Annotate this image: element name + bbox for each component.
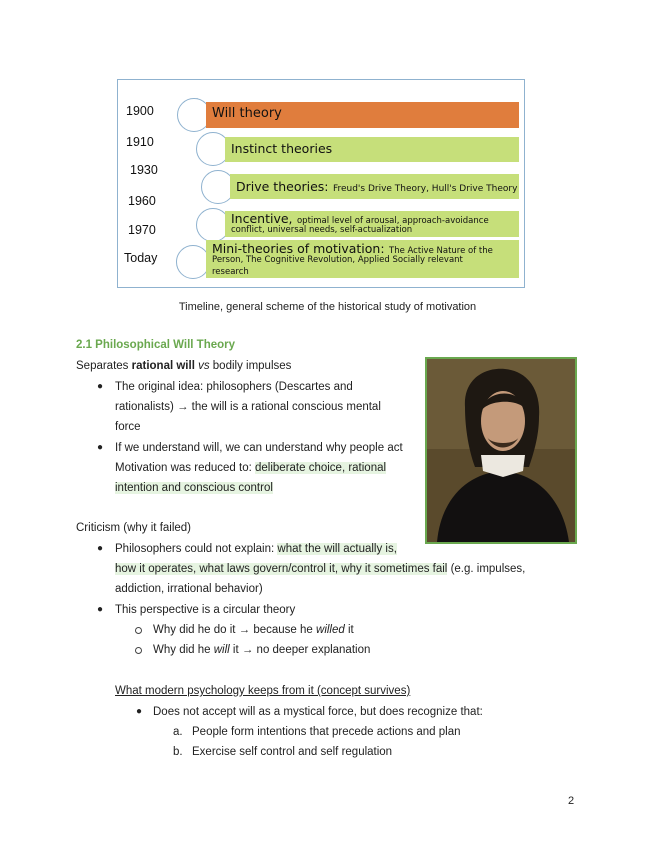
timeline-bar-subtitle: optimal level of arousal, approach-avoidance bbox=[296, 216, 489, 226]
bullet-dot: ● bbox=[97, 381, 104, 392]
sub-bullet-circle bbox=[135, 627, 142, 634]
intro-line bbox=[76, 356, 291, 376]
bullet-text: rationalists) → the will is a rational conscious mental bbox=[115, 401, 381, 413]
timeline-bar-will bbox=[206, 102, 519, 128]
highlighted-text: deliberate choice, rational bbox=[255, 462, 387, 474]
bullet-text: If we understand will, we can understand why people act bbox=[115, 442, 403, 454]
timeline-bar-subtitle: conflict, universal needs, self-actualization bbox=[231, 225, 413, 235]
bullet-text-part: Philosophers could not explain: bbox=[115, 543, 278, 555]
sub-bullet-part: it → no deeper explanation bbox=[229, 644, 371, 656]
sub-bullet-circle bbox=[135, 647, 142, 654]
list-marker: a. bbox=[173, 726, 183, 738]
timeline-figure bbox=[117, 79, 525, 288]
timeline-bar-mini-theories bbox=[206, 240, 519, 278]
bullet-dot: ● bbox=[97, 543, 104, 554]
intro-text: Separates bbox=[76, 360, 132, 372]
timeline-bar-drive bbox=[230, 174, 519, 199]
timeline-bar-title: Drive theories: bbox=[236, 179, 329, 194]
sub-bullet-part: Why did he bbox=[153, 644, 214, 656]
bullet-text: This perspective is a circular theory bbox=[115, 604, 296, 616]
timeline-year: 1930 bbox=[130, 163, 158, 177]
bullet-text bbox=[115, 478, 273, 498]
list-item-text: People form intentions that precede actions and plan bbox=[192, 726, 461, 738]
list-marker: b. bbox=[173, 746, 183, 758]
intro-text: bodily impulses bbox=[209, 360, 292, 372]
sub-bullet-text bbox=[153, 640, 370, 660]
intro-italic: vs bbox=[194, 360, 210, 372]
figure-caption: Timeline, general scheme of the historical study of motivation bbox=[178, 301, 477, 313]
highlighted-text: what the will actually is, bbox=[277, 543, 397, 555]
sub-bullet-italic: will bbox=[213, 644, 230, 656]
timeline-year: 1900 bbox=[126, 104, 154, 118]
timeline-bar-incentive bbox=[225, 211, 519, 237]
timeline-year: 1960 bbox=[128, 194, 156, 208]
modern-heading: What modern psychology keeps from it (concept survives) bbox=[115, 685, 411, 697]
bullet-dot: ● bbox=[136, 706, 143, 717]
timeline-bar-text bbox=[236, 178, 517, 196]
bullet-text bbox=[115, 539, 397, 559]
highlighted-text: intention and conscious control bbox=[115, 482, 273, 494]
timeline-node bbox=[176, 245, 210, 279]
timeline-bar-subtitle: research bbox=[212, 267, 249, 277]
bullet-dot: ● bbox=[97, 442, 104, 453]
bullet-text: addiction, irrational behavior) bbox=[115, 583, 263, 595]
sub-bullet-part: Why did he do it → because he bbox=[153, 624, 317, 636]
timeline-bar-title: Incentive, bbox=[231, 211, 293, 226]
list-item-text: Exercise self control and self regulation bbox=[192, 746, 393, 758]
highlighted-text: how it operates, what laws govern/control it, why it sometimes fail bbox=[115, 563, 448, 575]
criticism-heading: Criticism (why it failed) bbox=[76, 522, 192, 534]
timeline-bar-instinct bbox=[225, 137, 519, 162]
bullet-dot: ● bbox=[97, 604, 104, 615]
sub-bullet-italic: willed bbox=[316, 624, 345, 636]
bullet-text-part: Motivation was reduced to: bbox=[115, 462, 255, 474]
timeline-bar-title: Instinct theories bbox=[231, 141, 333, 156]
timeline-bar-subtitle: The Active Nature of the bbox=[389, 246, 493, 256]
intro-bold: rational will bbox=[131, 360, 195, 372]
sub-bullet-text bbox=[153, 620, 354, 640]
sub-bullet-part: it bbox=[344, 624, 354, 636]
bullet-text: Does not accept will as a mystical force, but does recognize that: bbox=[153, 706, 483, 718]
timeline-year: 1970 bbox=[128, 223, 156, 237]
timeline-bar-title: Will theory bbox=[212, 106, 282, 121]
descartes-portrait bbox=[425, 357, 577, 544]
timeline-year: Today bbox=[124, 251, 158, 265]
page-number: 2 bbox=[568, 795, 575, 807]
portrait-illustration bbox=[427, 359, 575, 542]
bullet-text bbox=[115, 559, 525, 579]
timeline-year: 1910 bbox=[126, 135, 154, 149]
timeline-bar-subtitle: Person, The Cognitive Revolution, Applied Socially relevant bbox=[212, 255, 463, 265]
section-heading: 2.1 Philosophical Will Theory bbox=[76, 339, 236, 351]
bullet-text: The original idea: philosophers (Descartes and bbox=[115, 381, 353, 393]
bullet-text: force bbox=[115, 421, 141, 433]
timeline-bar-subtitle: Freud's Drive Theory, Hull's Drive Theory bbox=[332, 184, 518, 194]
bullet-text bbox=[115, 458, 386, 478]
timeline-bar-title: Mini-theories of motivation: bbox=[212, 241, 385, 256]
bullet-text-part: (e.g. impulses, bbox=[447, 563, 526, 575]
